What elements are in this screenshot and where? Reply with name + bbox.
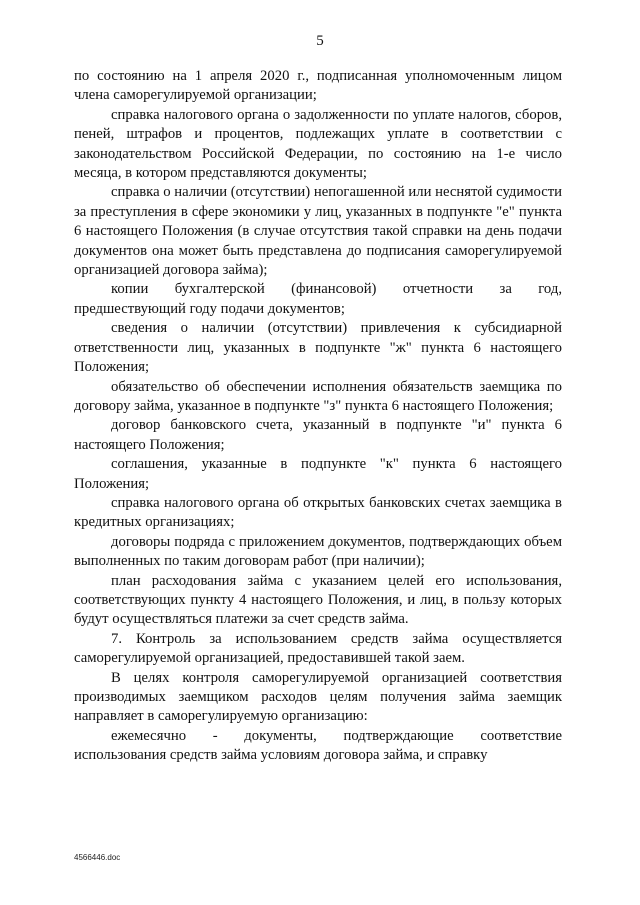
paragraph: ежемесячно - документы, подтверждающие соответствие использования средств займа условиям договора займа, и справку xyxy=(74,727,562,764)
paragraph: обязательство об обеспечении исполнения обязательств заемщика по договору займа, указанное в подпункте "з" пункта 6 настоящего Положения; xyxy=(74,378,562,414)
page-number: 5 xyxy=(316,33,324,49)
document-body xyxy=(74,67,562,766)
paragraph: договоры подряда с приложением документов, подтверждающих объем выполненных по таким договорам работ (при наличии); xyxy=(74,533,562,570)
paragraph: договор банковского счета, указанный в подпункте "и" пункта 6 настоящего Положения; xyxy=(74,417,562,453)
paragraph: сведения о наличии (отсутствии) привлечения к субсидиарной ответственности лиц, указанных в подпункте "ж" пункта 6 настоящего Положения; xyxy=(74,320,562,376)
paragraph: копии бухгалтерской (финансовой) отчетности за год, предшествующий году подачи документов; xyxy=(74,281,562,317)
paragraph: В целях контроля саморегулируемой организацией соответствия производимых заемщиком расходов целям получения займа заемщик направляет в саморегулируемую организацию: xyxy=(74,669,562,725)
paragraph: справка налогового органа об открытых банковских счетах заемщика в кредитных организациях; xyxy=(74,494,562,531)
paragraph: план расходования займа с указанием целей его использования, соответствующих пункту 4 настоящего Положения, и лиц, в пользу которых будут осуществляться платежи за счет средств займа. xyxy=(74,572,562,628)
paragraph: соглашения, указанные в подпункте "к" пункта 6 настоящего Положения; xyxy=(74,456,562,492)
paragraph: справка о наличии (отсутствии) непогашенной или неснятой судимости за преступления в сфере экономики у лиц, указанных в подпункте "е" пункта 6 настоящего Положения (в случае отсутствия такой справки на день подачи документов она может быть представлена до подписания саморегулируемой организацией договора займа); xyxy=(74,184,562,279)
document-file-id: 4566446.doc xyxy=(74,853,121,862)
paragraph: 7. Контроль за использованием средств займа осуществляется саморегулируемой организацией, предоставившей такой заем. xyxy=(74,630,562,667)
paragraph: справка налогового органа о задолженности по уплате налогов, сборов, пеней, штрафов и процентов, подлежащих уплате в соответствии с законодательством Российской Федерации, по состоянию на 1-е число месяца, в котором представляются документы; xyxy=(74,106,562,182)
paragraph: по состоянию на 1 апреля 2020 г., подписанная уполномоченным лицом члена саморегулируемой организации; xyxy=(74,68,562,104)
